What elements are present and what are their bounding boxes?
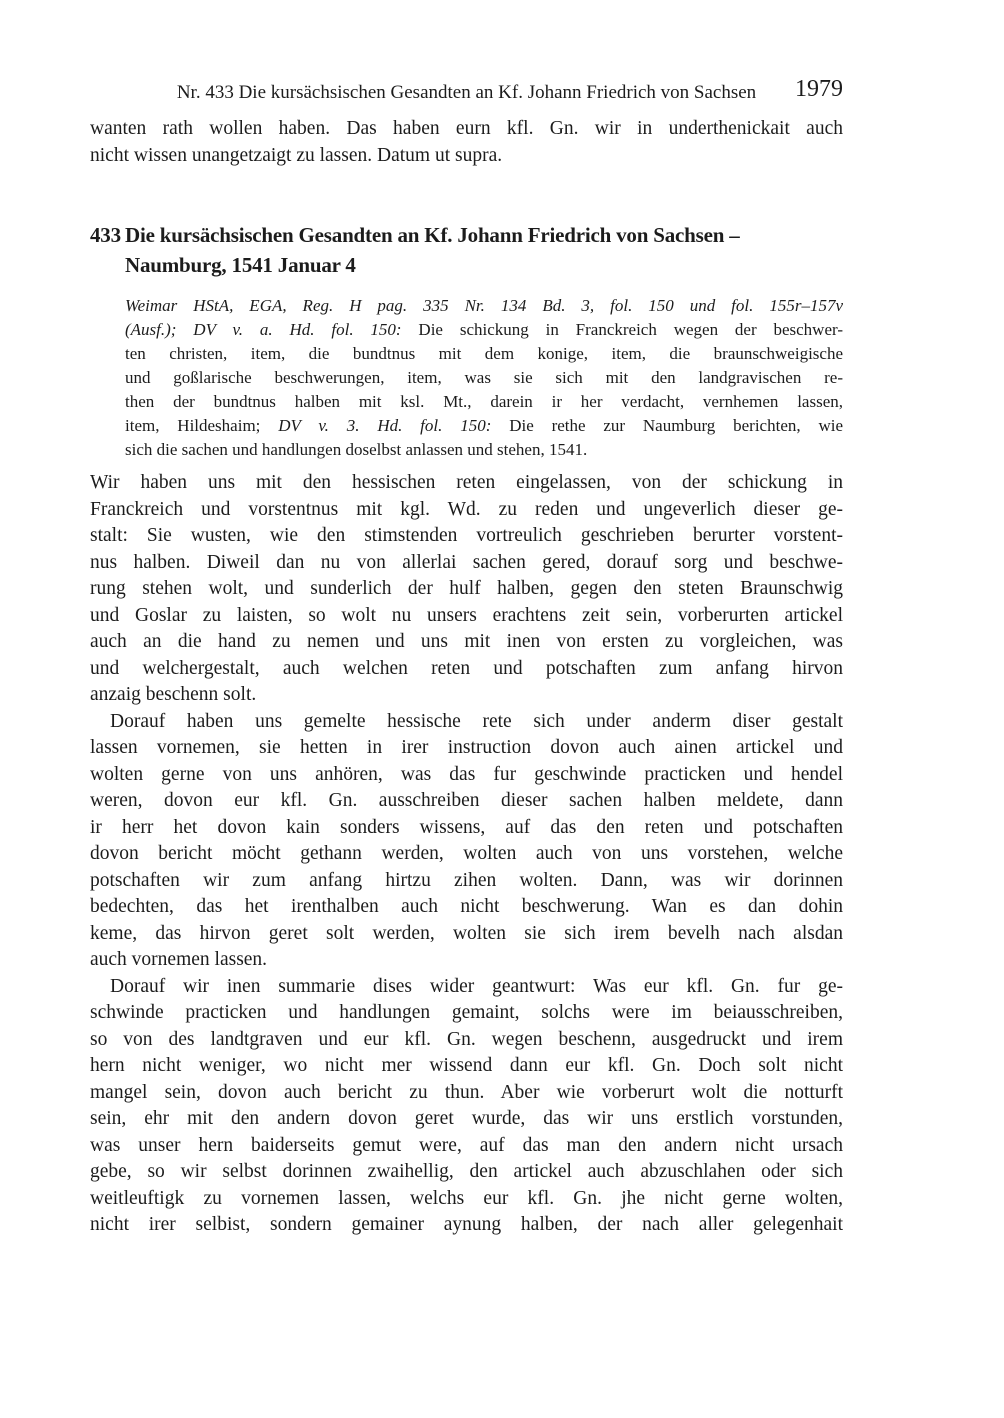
body-line: hern nicht weniger, wo nicht mer wissend dann eur kfl. Gn. Doch solt nicht: [90, 1055, 843, 1076]
running-header: [90, 76, 843, 104]
body-line: was unser hern baiderseits gemut were, auf das man den andern nicht ursach: [90, 1134, 843, 1156]
entry-title-line: Naumburg, 1541 Januar 4: [125, 252, 356, 277]
running-header-title: Nr. 433 Die kursächsischen Gesandten an Kf. Johann Friedrich von Sachsen: [176, 82, 757, 103]
body-line: keme, das hirvon geret solt werden, wolten sie sich irem bevelh nach alsdan: [90, 922, 843, 944]
note-line: [125, 318, 843, 342]
body-line: Wir haben uns mit den hessischen reten eingelassen, von der schickung in: [90, 472, 843, 493]
note-segment: Die schickung in Franckreich wegen der beschwer-: [401, 320, 843, 339]
note-segment: item, Hildeshaim;: [125, 416, 279, 435]
note-segment: und goßlarische beschwerungen, item, was sie sich mit den landgravischen re-: [125, 368, 843, 387]
entry-title: [125, 221, 740, 280]
body-paragraph: [90, 709, 843, 974]
note-line: [125, 414, 843, 438]
body-line: Dorauf haben uns gemelte hessische rete sich under anderm diser gestalt: [110, 710, 843, 732]
note-line: [125, 390, 843, 414]
body-line: schwinde practicken und handlungen gemaint, solchs were im beiausschreiben,: [90, 1002, 843, 1023]
body-line: auch vornemen lassen.: [90, 949, 268, 970]
note-line: [125, 294, 843, 318]
body-line: weren, dovon eur kfl. Gn. ausschreiben dieser sachen halben meldete, dann: [90, 790, 843, 811]
body-line: und welchergestalt, auch welchen reten und potschaften zum anfang hirvon: [90, 657, 843, 679]
note-line: [125, 342, 843, 366]
body-line: stalt: Sie wusten, wie den stimstenden vortreulich geschrieben berurter vorstent-: [90, 525, 843, 546]
body-line: anzaig beschenn solt.: [90, 684, 257, 705]
note-line: [125, 438, 843, 462]
entry-heading: [90, 221, 843, 280]
body-line: dovon bericht möcht gethann werden, wolten auch von uns vorstehen, welche: [90, 843, 843, 864]
body-line: gebe, so wir selbst dorinnen zwaihellig, den artickel auch abzuschlahen oder sich: [90, 1161, 843, 1182]
note-segment: ten christen, item, die bundtnus mit dem konige, item, die braunschweigische: [125, 344, 843, 363]
body-line: potschaften wir zum anfang hirtzu zihen wolten. Dann, was wir dorinnen: [90, 869, 843, 891]
note-line: [125, 366, 843, 390]
note-segment-italic: DV v. 3. Hd. fol. 150:: [278, 416, 492, 435]
page-number: 1979: [795, 76, 843, 102]
note-segment: then der bundtnus halben mit ksl. Mt., darein ir her verdacht, vernhemen lassen,: [125, 392, 843, 411]
body-line: lassen vornemen, sie hetten in irer instruction dovon auch ainen artickel und: [90, 737, 843, 758]
entry-title-line: Die kursächsischen Gesandten an Kf. Johann Friedrich von Sachsen –: [125, 223, 740, 247]
body-line: rung stehen wolt, und sunderlich der hulf halben, gegen den steten Braunschwig: [90, 578, 843, 599]
body-line: Franckreich und vorstentnus mit kgl. Wd. zu reden und ungeverlich dieser ge-: [90, 498, 843, 520]
note-segment: sich die sachen und handlungen doselbst anlassen und stehen, 1541.: [125, 440, 588, 459]
paragraph-line: wanten rath wollen haben. Das haben eurn kfl. Gn. wir in underthenickait auch: [90, 118, 843, 139]
body-line: ir herr het dovon kain sonders wissens, auf das den reten und potschaften: [90, 816, 843, 838]
continuation-paragraph: [90, 116, 843, 169]
body-line: wolten gerne von uns anhören, was das fur geschwinde practicken und hendel: [90, 763, 843, 785]
body-line: Dorauf wir inen summarie dises wider geantwurt: Was eur kfl. Gn. fur ge-: [110, 975, 843, 997]
body-line: mangel sein, dovon auch bericht zu thun. Aber wie vorberurt wolt die notturft: [90, 1081, 843, 1103]
note-segment-italic: (Ausf.); DV v. a. Hd. fol. 150:: [125, 320, 402, 339]
body-line: bedechten, das het irenthalben auch nicht beschwerung. Wan es dan dohin: [90, 896, 843, 917]
archival-note: [125, 294, 843, 462]
note-segment: Die rethe zur Naumburg berichten, wie: [491, 416, 843, 435]
body-paragraph: [90, 470, 843, 709]
body-line: nicht irer selbist, sondern gemainer aynung halben, der nach aller gelegenhait: [90, 1214, 843, 1235]
body-line: auch an die hand zu nemen und uns mit inen von ersten zu vorgleichen, was: [90, 631, 843, 652]
body-line: weitleuftigk zu vornemen lassen, welchs eur kfl. Gn. jhe nicht gerne wolten,: [90, 1187, 843, 1209]
body-paragraph: [90, 974, 843, 1239]
body-line: sein, ehr mit den andern dovon geret wurde, das wir uns erstlich vorstunden,: [90, 1108, 843, 1129]
entry-number: 433: [90, 223, 121, 247]
body-line: nus halben. Diweil dan nu von allerlai sachen gered, dorauf sorg und beschwe-: [90, 551, 843, 573]
note-segment-italic: Weimar HStA, EGA, Reg. H pag. 335 Nr. 134 Bd. 3, fol. 150 und fol. 155r–157v: [125, 296, 843, 315]
paragraph-line: nicht wissen unangetzaigt zu lassen. Datum ut supra.: [90, 144, 503, 166]
body-line: und Goslar zu laisten, so wolt nu unsers erachtens zeit sein, vorberurten artickel: [90, 604, 843, 626]
body-line: so von des landtgraven und eur kfl. Gn. wegen beschenn, ausgedruckt und irem: [90, 1028, 843, 1050]
letter-body: [90, 470, 843, 1239]
